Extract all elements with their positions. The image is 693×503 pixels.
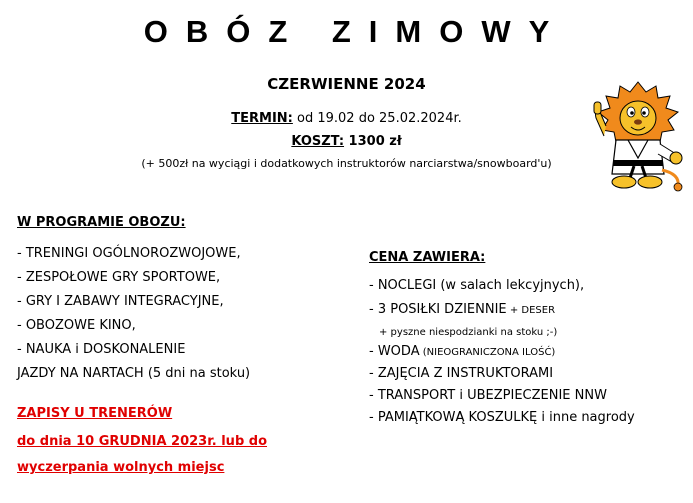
page-title: OBÓZ ZIMOWY — [143, 14, 568, 49]
page-subtitle: CZERWIENNE 2024 — [267, 75, 426, 93]
signup-line: ZAPISY U TRENERÓW — [17, 406, 173, 421]
price-item: - 3 POSIŁKI DZIENNIE + DESER — [369, 302, 556, 317]
program-heading: W PROGRAMIE OBOZU: — [17, 215, 186, 230]
koszt-value: 1300 zł — [344, 134, 402, 149]
program-item: JAZDY NA NARTACH (5 dni na stoku) — [17, 366, 251, 381]
termin-value: od 19.02 do 25.02.2024r. — [292, 111, 462, 126]
price-item: + pyszne niespodzianki na stoku ;-) — [379, 327, 558, 338]
koszt-label: KOSZT: — [291, 134, 345, 149]
program-item: - TRENINGI OGÓLNOROZWOJOWE, — [17, 246, 241, 261]
price-item: - WODA (NIEOGRANICZONA ILOŚĆ) — [369, 344, 556, 359]
price-item: - ZAJĘCIA Z INSTRUKTORAMI — [369, 366, 554, 381]
price-item: - PAMIĄTKOWĄ KOSZULKĘ i inne nagrody — [369, 410, 635, 425]
price-item: - NOCLEGI (w salach lekcyjnych), — [369, 278, 585, 293]
karate-lion-mascot-icon — [588, 78, 686, 196]
signup-line: do dnia 10 GRUDNIA 2023r. lub do — [17, 434, 268, 449]
termin-label: TERMIN: — [231, 111, 293, 126]
koszt-note: (+ 500zł na wyciągi i dodatkowych instruktorów narciarstwa/snowboard'u) — [141, 157, 552, 170]
price-item: - TRANSPORT i UBEZPIECZENIE NNW — [369, 388, 607, 403]
program-item: - NAUKA i DOSKONALENIE — [17, 342, 186, 357]
program-item: - GRY I ZABAWY INTEGRACYJNE, — [17, 294, 224, 309]
price-heading: CENA ZAWIERA: — [369, 250, 486, 265]
signup-line: wyczerpania wolnych miejsc — [17, 460, 225, 475]
program-item: - ZESPOŁOWE GRY SPORTOWE, — [17, 270, 221, 285]
program-item: - OBOZOWE KINO, — [17, 318, 136, 333]
